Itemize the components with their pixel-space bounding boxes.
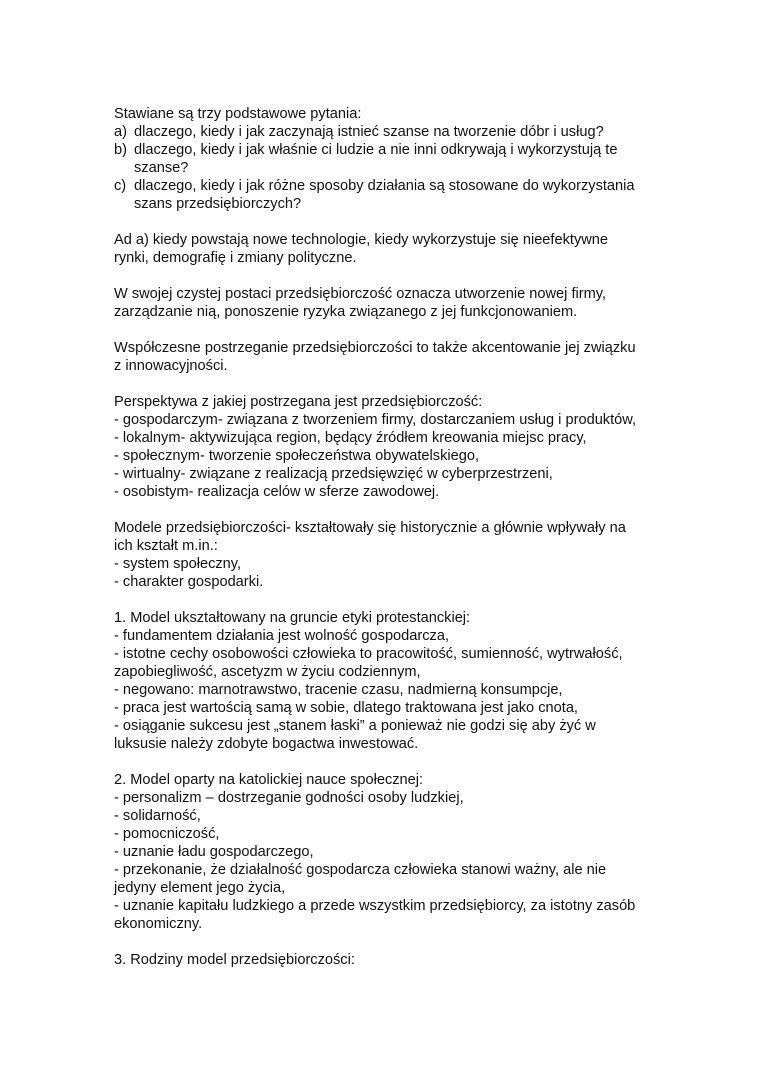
paragraph-perspective: [114, 393, 674, 501]
list-item: - fundamentem działania jest wolność gospodarcza,: [114, 628, 450, 644]
list-item: ekonomiczny.: [114, 916, 203, 932]
document-page: [114, 105, 674, 969]
list-item: - uznanie kapitału ludzkiego a przede wszystkim przedsiębiorcy, za istotny zasób: [114, 898, 636, 914]
paragraph-model-2: [114, 771, 674, 933]
list-item: - lokalnym- aktywizująca region, będący źródłem kreowania miejsc pracy,: [114, 430, 587, 446]
question-text: dlaczego, kiedy i jak właśnie ci ludzie a nie inni odkrywają i wykorzystują te: [134, 142, 618, 158]
questions-intro: Stawiane są trzy podstawowe pytania:: [114, 106, 362, 122]
text-line: Ad a) kiedy powstają nowe technologie, kiedy wykorzystuje się nieefektywne: [114, 232, 609, 248]
paragraph-model-3: [114, 951, 674, 969]
list-item: - personalizm – dostrzeganie godności osoby ludzkiej,: [114, 790, 464, 806]
section-heading: 1. Model ukształtowany na gruncie etyki protestanckiej:: [114, 610, 471, 626]
list-item: - wirtualny- związane z realizacją przedsięwzięć w cyberprzestrzeni,: [114, 466, 553, 482]
list-item: luksusie należy zdobyte bogactwa inwestować.: [114, 736, 419, 752]
text-line: z innowacyjności.: [114, 358, 228, 374]
paragraph-ad-a: [114, 231, 674, 267]
question-text: szanse?: [134, 160, 189, 176]
text-line: W swojej czystej postaci przedsiębiorczość oznacza utworzenie nowej firmy,: [114, 286, 607, 302]
list-item: - osobistym- realizacja celów w sferze zawodowej.: [114, 484, 440, 500]
text-line: Modele przedsiębiorczości- kształtowały się historycznie a głównie wpływały na: [114, 520, 626, 536]
paragraph-model-1: [114, 609, 674, 753]
question-item-b: [114, 141, 674, 177]
list-marker: b): [114, 142, 127, 158]
list-item: - pomocniczość,: [114, 826, 220, 842]
list-marker: a): [114, 124, 127, 140]
paragraph-pure-form: [114, 285, 674, 321]
text-line: Perspektywa z jakiej postrzegana jest przedsiębiorczość:: [114, 394, 483, 410]
text-line: zarządzanie nią, ponoszenie ryzyka związanego z jej funkcjonowaniem.: [114, 304, 578, 320]
paragraph-models: [114, 519, 674, 591]
question-item-c: [114, 177, 674, 213]
question-text: dlaczego, kiedy i jak zaczynają istnieć szanse na tworzenie dóbr i usług?: [134, 124, 604, 140]
list-item: - uznanie ładu gospodarczego,: [114, 844, 314, 860]
text-line: ich kształt m.in.:: [114, 538, 218, 554]
list-item: - system społeczny,: [114, 556, 242, 572]
list-item: zapobiegliwość, ascetyzm w życiu codziennym,: [114, 664, 421, 680]
list-item: - negowano: marnotrawstwo, tracenie czasu, nadmierną konsumpcje,: [114, 682, 563, 698]
question-text: dlaczego, kiedy i jak różne sposoby działania są stosowane do wykorzystania: [134, 178, 635, 194]
list-item: jedyny element jego życia,: [114, 880, 286, 896]
list-item: - solidarność,: [114, 808, 201, 824]
section-heading: 2. Model oparty na katolickiej nauce społecznej:: [114, 772, 424, 788]
list-marker: c): [114, 178, 127, 194]
list-item: - istotne cechy osobowości człowieka to pracowitość, sumienność, wytrwałość,: [114, 646, 623, 662]
list-item: - gospodarczym- związana z tworzeniem firmy, dostarczaniem usług i produktów,: [114, 412, 637, 428]
paragraph-modern: [114, 339, 674, 375]
list-item: - społecznym- tworzenie społeczeństwa obywatelskiego,: [114, 448, 480, 464]
section-heading: 3. Rodziny model przedsiębiorczości:: [114, 952, 355, 968]
list-item: - przekonanie, że działalność gospodarcza człowieka stanowi ważny, ale nie: [114, 862, 607, 878]
question-item-a: [114, 123, 674, 141]
list-item: - praca jest wartością samą w sobie, dlatego traktowana jest jako cnota,: [114, 700, 578, 716]
text-line: rynki, demografię i zmiany polityczne.: [114, 250, 357, 266]
question-text: szans przedsiębiorczych?: [134, 196, 302, 212]
text-line: Współczesne postrzeganie przedsiębiorczości to także akcentowanie jej związku: [114, 340, 636, 356]
list-item: - osiąganie sukcesu jest „stanem łaski” a ponieważ nie godzi się aby żyć w: [114, 718, 596, 734]
list-item: - charakter gospodarki.: [114, 574, 264, 590]
